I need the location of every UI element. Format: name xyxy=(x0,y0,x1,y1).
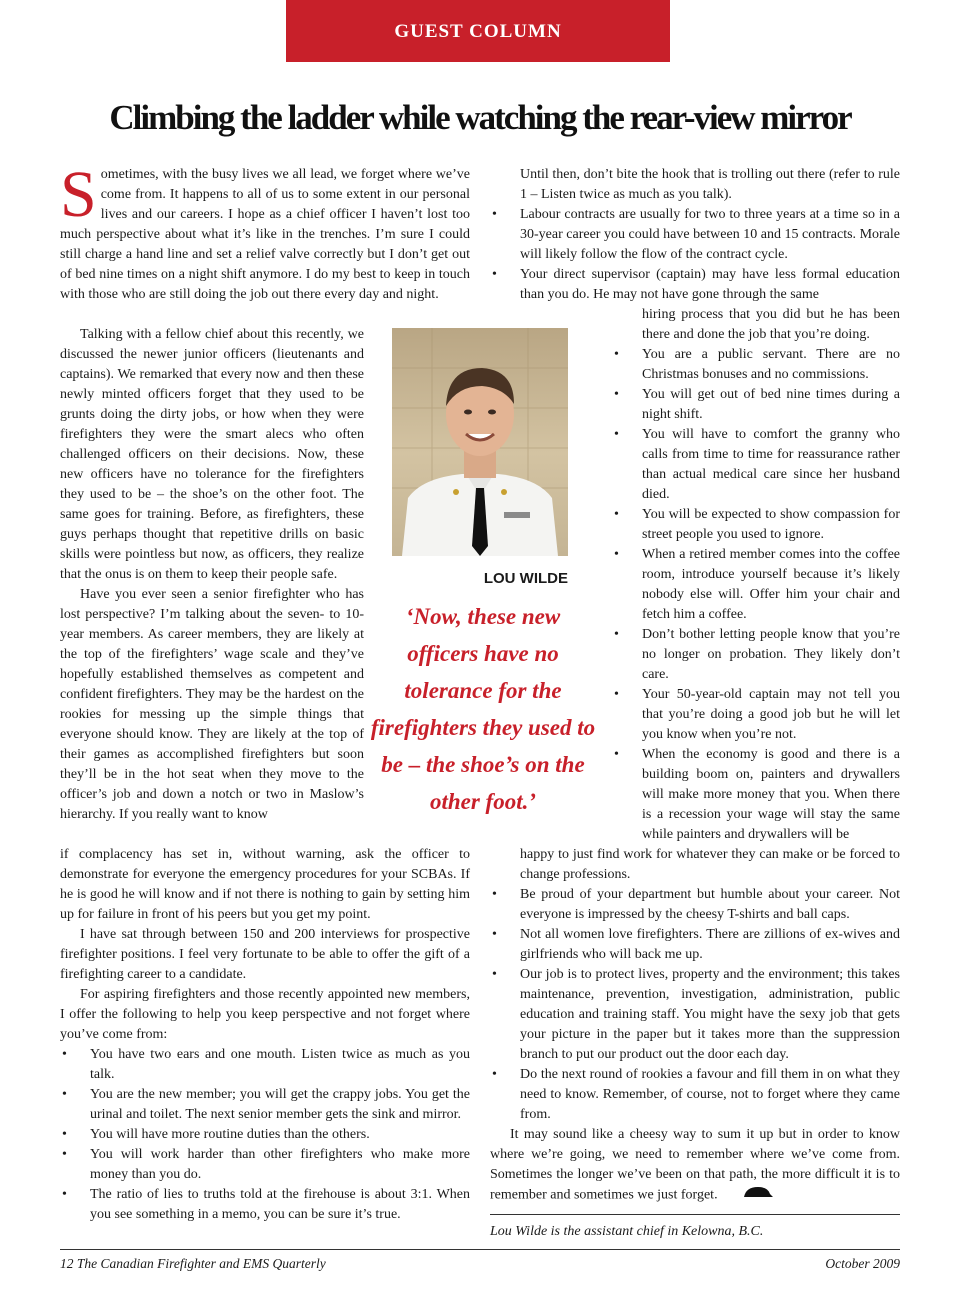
fire-helmet-icon xyxy=(722,1185,774,1206)
list-item: • When the economy is good and there is a building boom on, painters and drywallers will make more money that you. When there is a recession your wage will stay the same while painters and drywallers will be xyxy=(612,745,900,845)
paragraph-4: I have sat through between 150 and 200 interviews for prospective firefighter positions. I feel very fortunate to be able to offer the gift of a firefighting career to a candidate. xyxy=(60,927,470,982)
photo-caption: LOU WILDE xyxy=(483,570,568,587)
footer-publication: 12 The Canadian Firefighter and EMS Quarterly xyxy=(60,1256,326,1271)
author-bio: Lou Wilde is the assistant chief in Kelowna, B.C. xyxy=(490,1224,764,1239)
intro-paragraph: Sometimes, with the busy lives we all lead, we forget where we’ve come from. It happens to all of us to some extent in our personal lives and our careers. I hope as a chief officer I haven’t lost too much perspective about what it’s like in the trenches. I’m sure I could still charge a hand line and set a relief valve correctly but I don’t get out of bed nine times on a night shift anymore. I do my best to keep in touch with those who are still doing the job out there every day and night. xyxy=(60,158,470,302)
supervisor-continued: hiring process that you did but he has been there and done the job that you’re doing. xyxy=(642,307,900,342)
list-item: • Labour contracts are usually for two to three years at a time so in a 30-year career you could have between 10 and 15 contracts. Morale will likely follow the flow of the contract cycle. xyxy=(490,205,900,265)
list-item: • You will be expected to show compassion for street people you used to ignore. xyxy=(612,505,900,545)
right-column-narrow xyxy=(612,305,900,845)
list-item: • You will have more routine duties than the others. xyxy=(60,1125,470,1145)
section-banner: GUEST COLUMN xyxy=(286,0,670,62)
list-item: • Your direct supervisor (captain) may have less formal education than you do. He may not have gone through the same xyxy=(490,265,900,305)
list-item: • When a retired member comes into the coffee room, introduce yourself because it’s likely nobody else will. Offer him your chair and fetch him a coffee. xyxy=(612,545,900,625)
portrait-illustration xyxy=(392,328,568,556)
closing-paragraph: It may sound like a cheesy way to sum it up but in order to know where we’re going, we need to remember where we’ve come from. Sometimes the longer we’ve been on that path, the more difficult it is to remember and sometimes we just forget. xyxy=(490,1125,900,1206)
list-item: • You have two ears and one mouth. Listen twice as much as you talk. xyxy=(60,1045,470,1085)
list-item: • You will work harder than other firefighters who make more money than you do. xyxy=(60,1145,470,1185)
pull-quote: ‘Now, these new officers have no tolerance for the firefighters they used to be – the shoe’s on the other foot.’ xyxy=(370,604,596,814)
continued-text: Until then, don’t bite the hook that is trolling out there (refer to rule 1 – Listen twice as much as you talk). xyxy=(520,167,900,202)
list-item: • You will get out of bed nine times during a night shift. xyxy=(612,385,900,425)
list-item: • You are the new member; you will get the crappy jobs. You get the urinal and toilet. The next senior member gets the sink and mirror. xyxy=(60,1085,470,1125)
left-column-top xyxy=(60,158,470,305)
list-item: • You are a public servant. There are no Christmas bonuses and no commissions. xyxy=(612,345,900,385)
paragraph-2: Talking with a fellow chief about this recently, we discussed the newer junior officers (lieutenants and captains). We remarked that every now and then these newly minted officers forget that they used to be grunts doing the dirty jobs, or how when they were firefighters they were the smart alecs who often challenged officers on their decisions. Now, these new officers have no tolerance for the firefighters they used to be – the shoe’s on the other foot. The same goes for training. Before, as firefighters, these guys perhaps thought that repetitive drills on basic skills were pointless but now, as officers, they realize that the onus is on them to keep their people safe. xyxy=(60,327,364,582)
bio-divider xyxy=(490,1214,900,1215)
list-item: • You will have to comfort the granny who calls from time to time for reassurance rather than actual medical care since her husband died. xyxy=(612,425,900,505)
list-item: • Don’t bother letting people know that you’re no longer on probation. They likely don’t care. xyxy=(612,625,900,685)
footer-date: October 2009 xyxy=(825,1256,900,1271)
left-column-bottom xyxy=(60,845,470,1225)
author-photo xyxy=(392,328,568,556)
paragraph-3b: if complacency has set in, without warning, ask the officer to demonstrate for everyone the emergency procedures for your SCBAs. If he is good he will know and if not there is nothing to gain by setting him up for failure in front of his peers but you get my point. xyxy=(60,847,470,922)
drop-cap: S xyxy=(60,158,97,231)
footer-divider xyxy=(60,1249,900,1250)
list-item: • The ratio of lies to truths told at the firehouse is about 3:1. When you see something in a memo, you can be sure it’s true. xyxy=(60,1185,470,1225)
paragraph-3a: Have you ever seen a senior firefighter who has lost perspective? I’m talking about the seven- to 10-year members. As career members, they are likely at the top of the firefighters’ wage scale and they’ve hopefully established themselves as competent and confident firefighters. They may be the hardest on the rookies for messing up the simple things that everyone should know. They are likely at the top of their games as accomplished firefighters but soon they’ll be in the hot seat when they move to the officer’s job and down a notch or two in Maslow’s hierarchy. If you really want to know xyxy=(60,587,364,822)
left-column-narrow xyxy=(60,325,364,825)
list-item: • Do the next round of rookies a favour and fill them in on what they need to know. Remember, of course, not to forget where they came from. xyxy=(490,1065,900,1125)
list-item: • Your 50-year-old captain may not tell you that you’re doing a good job but he will let you know when you’re not. xyxy=(612,685,900,745)
paragraph-5: For aspiring firefighters and those recently appointed new members, I offer the following to help you keep perspective and not forget where you’ve come from: xyxy=(60,987,470,1042)
list-item: • Our job is to protect lives, property and the environment; this takes maintenance, prevention, investigation, administration, public education and training staff. You might have the sexy job that gets your picture in the paper but it takes more than the suppression branch to put our product out the door each day. xyxy=(490,965,900,1065)
right-column-top xyxy=(490,165,900,305)
headline: Climbing the ladder while watching the rear-view mirror xyxy=(109,98,851,137)
list-item: • Not all women love firefighters. There are zillions of ex-wives and girlfriends who will back me up. xyxy=(490,925,900,965)
economy-continued: happy to just find work for whatever they can make or be forced to change professions. xyxy=(520,847,900,882)
right-column-bottom xyxy=(490,845,900,1206)
list-item: • Be proud of your department but humble about your career. Not everyone is impressed by the cheesy T-shirts and ball caps. xyxy=(490,885,900,925)
